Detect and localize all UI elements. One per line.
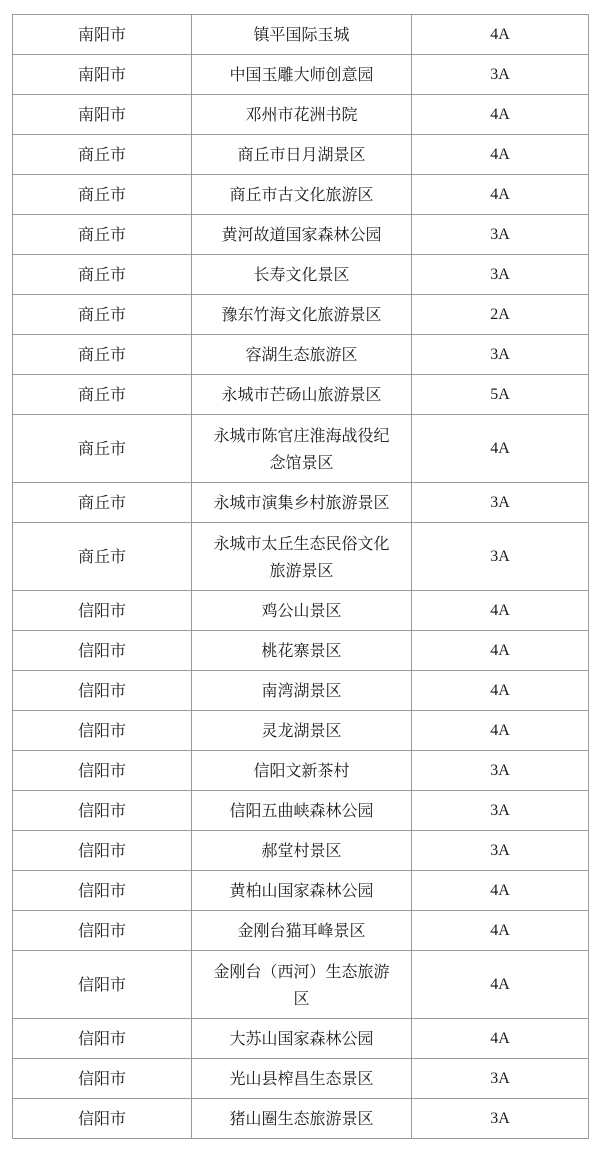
table-row — [13, 1099, 589, 1139]
rating-level-cell: 3A — [412, 215, 589, 255]
rating-level-cell: 4A — [412, 871, 589, 911]
scenic-spot-name-cell: 豫东竹海文化旅游景区 — [192, 295, 412, 335]
scenic-spot-name-cell: 永城市芒砀山旅游景区 — [192, 375, 412, 415]
city-cell: 商丘市 — [13, 255, 192, 295]
scenic-spot-name-cell: 信阳文新茶村 — [192, 751, 412, 791]
city-cell: 南阳市 — [13, 55, 192, 95]
scenic-spot-name-cell: 灵龙湖景区 — [192, 711, 412, 751]
scenic-spot-name-cell: 中国玉雕大师创意园 — [192, 55, 412, 95]
rating-level-cell: 4A — [412, 175, 589, 215]
rating-level-cell: 4A — [412, 415, 589, 483]
scenic-spot-name-cell: 永城市太丘生态民俗文化旅游景区 — [192, 523, 412, 591]
city-cell: 信阳市 — [13, 791, 192, 831]
table-row — [13, 671, 589, 711]
table-row — [13, 335, 589, 375]
table-row — [13, 631, 589, 671]
city-cell: 信阳市 — [13, 831, 192, 871]
table-row — [13, 751, 589, 791]
table-row — [13, 135, 589, 175]
table-row — [13, 1019, 589, 1059]
table-row — [13, 415, 589, 483]
table-row — [13, 951, 589, 1019]
rating-level-cell: 4A — [412, 135, 589, 175]
table-row — [13, 1059, 589, 1099]
city-cell: 南阳市 — [13, 15, 192, 55]
rating-level-cell: 4A — [412, 671, 589, 711]
scenic-spot-name-cell: 金刚台（西河）生态旅游区 — [192, 951, 412, 1019]
rating-level-cell: 4A — [412, 95, 589, 135]
city-cell: 商丘市 — [13, 135, 192, 175]
rating-level-cell: 3A — [412, 791, 589, 831]
table-row — [13, 591, 589, 631]
rating-level-cell: 3A — [412, 335, 589, 375]
scenic-spot-name-cell: 商丘市古文化旅游区 — [192, 175, 412, 215]
rating-level-cell: 4A — [412, 951, 589, 1019]
scenic-spot-name-cell: 黄河故道国家森林公园 — [192, 215, 412, 255]
scenic-spot-name-cell: 南湾湖景区 — [192, 671, 412, 711]
scenic-spot-name-cell: 容湖生态旅游区 — [192, 335, 412, 375]
city-cell: 南阳市 — [13, 95, 192, 135]
rating-level-cell: 3A — [412, 751, 589, 791]
table-row — [13, 831, 589, 871]
city-cell: 商丘市 — [13, 523, 192, 591]
scenic-spots-table — [12, 14, 589, 1139]
table-body — [13, 15, 589, 1139]
scenic-spot-name-cell: 邓州市花洲书院 — [192, 95, 412, 135]
scenic-spots-table-container — [12, 14, 588, 1139]
city-cell: 信阳市 — [13, 591, 192, 631]
rating-level-cell: 3A — [412, 55, 589, 95]
city-cell: 信阳市 — [13, 1059, 192, 1099]
table-row — [13, 55, 589, 95]
scenic-spot-name-cell: 桃花寨景区 — [192, 631, 412, 671]
table-row — [13, 295, 589, 335]
rating-level-cell: 3A — [412, 483, 589, 523]
scenic-spot-name-cell: 长寿文化景区 — [192, 255, 412, 295]
rating-level-cell: 3A — [412, 831, 589, 871]
city-cell: 信阳市 — [13, 951, 192, 1019]
city-cell: 信阳市 — [13, 1019, 192, 1059]
rating-level-cell: 3A — [412, 1099, 589, 1139]
scenic-spot-name-cell: 光山县榨昌生态景区 — [192, 1059, 412, 1099]
table-row — [13, 215, 589, 255]
scenic-spot-name-cell: 永城市演集乡村旅游景区 — [192, 483, 412, 523]
city-cell: 信阳市 — [13, 871, 192, 911]
rating-level-cell: 3A — [412, 1059, 589, 1099]
city-cell: 信阳市 — [13, 671, 192, 711]
city-cell: 商丘市 — [13, 295, 192, 335]
table-row — [13, 255, 589, 295]
rating-level-cell: 4A — [412, 591, 589, 631]
city-cell: 商丘市 — [13, 175, 192, 215]
city-cell: 商丘市 — [13, 215, 192, 255]
table-row — [13, 523, 589, 591]
city-cell: 信阳市 — [13, 631, 192, 671]
rating-level-cell: 3A — [412, 523, 589, 591]
rating-level-cell: 5A — [412, 375, 589, 415]
table-row — [13, 711, 589, 751]
rating-level-cell: 3A — [412, 255, 589, 295]
table-row — [13, 375, 589, 415]
rating-level-cell: 4A — [412, 911, 589, 951]
city-cell: 信阳市 — [13, 711, 192, 751]
table-row — [13, 95, 589, 135]
rating-level-cell: 4A — [412, 711, 589, 751]
table-row — [13, 175, 589, 215]
scenic-spot-name-cell: 商丘市日月湖景区 — [192, 135, 412, 175]
rating-level-cell: 4A — [412, 631, 589, 671]
city-cell: 商丘市 — [13, 483, 192, 523]
rating-level-cell: 2A — [412, 295, 589, 335]
city-cell: 信阳市 — [13, 1099, 192, 1139]
scenic-spot-name-cell: 金刚台猫耳峰景区 — [192, 911, 412, 951]
scenic-spot-name-cell: 大苏山国家森林公园 — [192, 1019, 412, 1059]
scenic-spot-name-cell: 鸡公山景区 — [192, 591, 412, 631]
table-row — [13, 871, 589, 911]
city-cell: 信阳市 — [13, 911, 192, 951]
table-row — [13, 15, 589, 55]
scenic-spot-name-cell: 猪山圈生态旅游景区 — [192, 1099, 412, 1139]
scenic-spot-name-cell: 永城市陈官庄淮海战役纪念馆景区 — [192, 415, 412, 483]
scenic-spot-name-cell: 黄柏山国家森林公园 — [192, 871, 412, 911]
city-cell: 商丘市 — [13, 375, 192, 415]
scenic-spot-name-cell: 镇平国际玉城 — [192, 15, 412, 55]
scenic-spot-name-cell: 信阳五曲峡森林公园 — [192, 791, 412, 831]
city-cell: 信阳市 — [13, 751, 192, 791]
table-row — [13, 911, 589, 951]
rating-level-cell: 4A — [412, 1019, 589, 1059]
city-cell: 商丘市 — [13, 335, 192, 375]
city-cell: 商丘市 — [13, 415, 192, 483]
table-row — [13, 483, 589, 523]
scenic-spot-name-cell: 郝堂村景区 — [192, 831, 412, 871]
rating-level-cell: 4A — [412, 15, 589, 55]
table-row — [13, 791, 589, 831]
